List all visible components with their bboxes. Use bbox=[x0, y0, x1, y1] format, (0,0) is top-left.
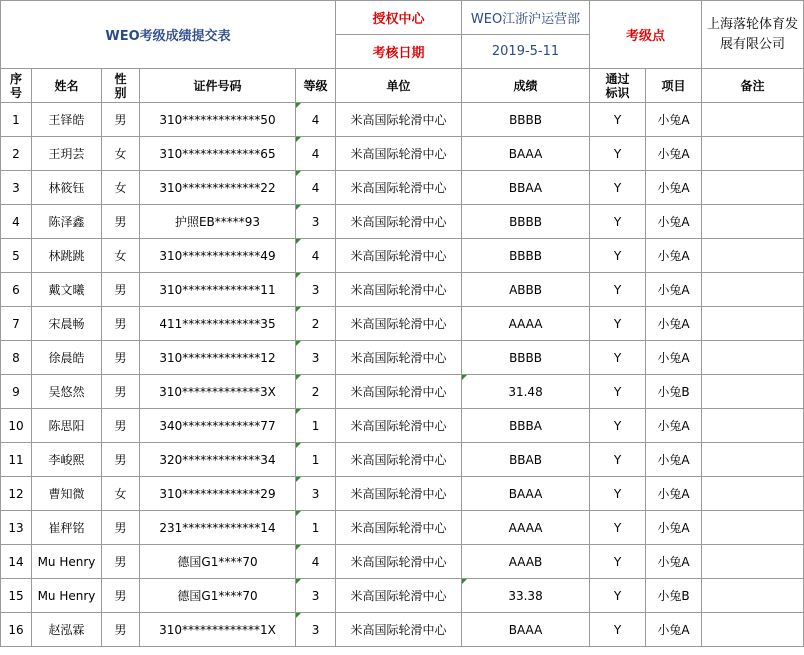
cell-remark[interactable] bbox=[702, 205, 804, 239]
cell-score[interactable]: BBBB bbox=[462, 205, 590, 239]
cell-project[interactable]: 小兔A bbox=[646, 477, 702, 511]
cell-project[interactable]: 小兔A bbox=[646, 613, 702, 647]
cell-score[interactable]: ABBB bbox=[462, 273, 590, 307]
cell-name[interactable]: Mu Henry bbox=[32, 579, 102, 613]
cell-unit[interactable]: 米高国际轮滑中心 bbox=[336, 239, 462, 273]
cell-gender[interactable]: 男 bbox=[102, 103, 140, 137]
cell-remark[interactable] bbox=[702, 579, 804, 613]
cell-remark[interactable] bbox=[702, 307, 804, 341]
cell-id[interactable]: 310*************50 bbox=[140, 103, 296, 137]
cell-seq[interactable]: 10 bbox=[1, 409, 32, 443]
cell-level[interactable]: 4 bbox=[296, 545, 336, 579]
sheet-title[interactable]: WEO考级成绩提交表 bbox=[1, 1, 336, 69]
cell-remark[interactable] bbox=[702, 443, 804, 477]
cell-remark[interactable] bbox=[702, 103, 804, 137]
cell-project[interactable]: 小兔A bbox=[646, 545, 702, 579]
cell-remark[interactable] bbox=[702, 613, 804, 647]
cell-level[interactable]: 4 bbox=[296, 103, 336, 137]
cell-name[interactable]: 戴文曦 bbox=[32, 273, 102, 307]
cell-remark[interactable] bbox=[702, 409, 804, 443]
exam-date-value[interactable]: 2019-5-11 bbox=[462, 35, 590, 69]
cell-unit[interactable]: 米高国际轮滑中心 bbox=[336, 273, 462, 307]
cell-score[interactable]: 31.48 bbox=[462, 375, 590, 409]
cell-remark[interactable] bbox=[702, 341, 804, 375]
cell-project[interactable]: 小兔A bbox=[646, 205, 702, 239]
cell-level[interactable]: 1 bbox=[296, 409, 336, 443]
cell-remark[interactable] bbox=[702, 171, 804, 205]
cell-passed[interactable]: Y bbox=[590, 341, 646, 375]
cell-project[interactable]: 小兔A bbox=[646, 511, 702, 545]
cell-level[interactable]: 4 bbox=[296, 137, 336, 171]
cell-level[interactable]: 3 bbox=[296, 341, 336, 375]
table-row bbox=[1, 579, 804, 613]
cell-name[interactable]: 王玥芸 bbox=[32, 137, 102, 171]
cell-name[interactable]: 崔秤铭 bbox=[32, 511, 102, 545]
cell-unit[interactable]: 米高国际轮滑中心 bbox=[336, 579, 462, 613]
cell-name[interactable]: 吴悠然 bbox=[32, 375, 102, 409]
cell-passed[interactable]: Y bbox=[590, 103, 646, 137]
cell-passed[interactable]: Y bbox=[590, 511, 646, 545]
cell-project[interactable]: 小兔B bbox=[646, 579, 702, 613]
cell-passed[interactable]: Y bbox=[590, 239, 646, 273]
table-row bbox=[1, 443, 804, 477]
exam-site-label[interactable]: 考级点 bbox=[590, 1, 702, 69]
cell-unit[interactable]: 米高国际轮滑中心 bbox=[336, 307, 462, 341]
exam-site-value[interactable]: 上海落轮体育发展有限公司 bbox=[702, 1, 804, 69]
col-header-score[interactable]: 成绩 bbox=[462, 69, 590, 103]
col-header-remark[interactable]: 备注 bbox=[702, 69, 804, 103]
cell-project[interactable]: 小兔A bbox=[646, 137, 702, 171]
cell-level[interactable]: 3 bbox=[296, 579, 336, 613]
cell-gender[interactable]: 男 bbox=[102, 443, 140, 477]
cell-score[interactable]: AAAB bbox=[462, 545, 590, 579]
cell-name[interactable]: Mu Henry bbox=[32, 545, 102, 579]
cell-passed[interactable]: Y bbox=[590, 613, 646, 647]
cell-unit[interactable]: 米高国际轮滑中心 bbox=[336, 409, 462, 443]
cell-remark[interactable] bbox=[702, 273, 804, 307]
table-row bbox=[1, 375, 804, 409]
cell-gender[interactable]: 女 bbox=[102, 477, 140, 511]
cell-level[interactable]: 1 bbox=[296, 443, 336, 477]
cell-remark[interactable] bbox=[702, 511, 804, 545]
cell-seq[interactable]: 7 bbox=[1, 307, 32, 341]
cell-level[interactable]: 2 bbox=[296, 375, 336, 409]
col-header-unit[interactable]: 单位 bbox=[336, 69, 462, 103]
cell-project[interactable]: 小兔A bbox=[646, 341, 702, 375]
cell-name[interactable]: 宋晨畅 bbox=[32, 307, 102, 341]
cell-seq[interactable]: 2 bbox=[1, 137, 32, 171]
table-row bbox=[1, 273, 804, 307]
auth-center-label[interactable]: 授权中心 bbox=[336, 1, 462, 35]
table-row bbox=[1, 613, 804, 647]
cell-gender[interactable]: 男 bbox=[102, 341, 140, 375]
cell-project[interactable]: 小兔A bbox=[646, 239, 702, 273]
cell-seq[interactable]: 5 bbox=[1, 239, 32, 273]
cell-gender[interactable]: 男 bbox=[102, 375, 140, 409]
cell-id[interactable]: 320*************34 bbox=[140, 443, 296, 477]
cell-passed[interactable]: Y bbox=[590, 579, 646, 613]
cell-name[interactable]: 徐晨皓 bbox=[32, 341, 102, 375]
col-header-id[interactable]: 证件号码 bbox=[140, 69, 296, 103]
table-row bbox=[1, 239, 804, 273]
cell-passed[interactable]: Y bbox=[590, 443, 646, 477]
cell-project[interactable]: 小兔A bbox=[646, 273, 702, 307]
cell-project[interactable]: 小兔A bbox=[646, 443, 702, 477]
cell-seq[interactable]: 12 bbox=[1, 477, 32, 511]
cell-gender[interactable]: 男 bbox=[102, 205, 140, 239]
cell-name[interactable]: 林跳跳 bbox=[32, 239, 102, 273]
cell-gender[interactable]: 男 bbox=[102, 409, 140, 443]
col-header-gender[interactable]: 性 别 bbox=[102, 69, 140, 103]
cell-seq[interactable]: 13 bbox=[1, 511, 32, 545]
col-header-seq[interactable]: 序 号 bbox=[1, 69, 32, 103]
cell-score[interactable]: 33.38 bbox=[462, 579, 590, 613]
table-row bbox=[1, 545, 804, 579]
cell-unit[interactable]: 米高国际轮滑中心 bbox=[336, 137, 462, 171]
cell-score[interactable]: BAAA bbox=[462, 613, 590, 647]
cell-id[interactable]: 310*************12 bbox=[140, 341, 296, 375]
cell-unit[interactable]: 米高国际轮滑中心 bbox=[336, 443, 462, 477]
cell-remark[interactable] bbox=[702, 545, 804, 579]
column-header-row bbox=[1, 69, 804, 103]
cell-remark[interactable] bbox=[702, 239, 804, 273]
table-row bbox=[1, 103, 804, 137]
cell-project[interactable]: 小兔A bbox=[646, 307, 702, 341]
table-row bbox=[1, 171, 804, 205]
cell-id[interactable]: 310*************11 bbox=[140, 273, 296, 307]
cell-name[interactable]: 林筱钰 bbox=[32, 171, 102, 205]
cell-name[interactable]: 王铎皓 bbox=[32, 103, 102, 137]
cell-level[interactable]: 4 bbox=[296, 239, 336, 273]
cell-seq[interactable]: 3 bbox=[1, 171, 32, 205]
cell-remark[interactable] bbox=[702, 477, 804, 511]
cell-level[interactable]: 4 bbox=[296, 171, 336, 205]
cell-unit[interactable]: 米高国际轮滑中心 bbox=[336, 103, 462, 137]
cell-seq[interactable]: 4 bbox=[1, 205, 32, 239]
cell-gender[interactable]: 女 bbox=[102, 137, 140, 171]
table-row bbox=[1, 137, 804, 171]
cell-unit[interactable]: 米高国际轮滑中心 bbox=[336, 171, 462, 205]
cell-project[interactable]: 小兔A bbox=[646, 103, 702, 137]
cell-name[interactable]: 赵泓霖 bbox=[32, 613, 102, 647]
cell-seq[interactable]: 8 bbox=[1, 341, 32, 375]
cell-gender[interactable]: 女 bbox=[102, 239, 140, 273]
cell-seq[interactable]: 1 bbox=[1, 103, 32, 137]
cell-remark[interactable] bbox=[702, 137, 804, 171]
cell-passed[interactable]: Y bbox=[590, 273, 646, 307]
cell-id[interactable]: 310*************1X bbox=[140, 613, 296, 647]
cell-gender[interactable]: 男 bbox=[102, 545, 140, 579]
cell-level[interactable]: 2 bbox=[296, 307, 336, 341]
cell-project[interactable]: 小兔B bbox=[646, 375, 702, 409]
cell-gender[interactable]: 男 bbox=[102, 307, 140, 341]
cell-score[interactable]: BAAA bbox=[462, 137, 590, 171]
cell-score[interactable]: BBAA bbox=[462, 171, 590, 205]
cell-id[interactable]: 德国G1****70 bbox=[140, 579, 296, 613]
cell-score[interactable]: BBBB bbox=[462, 103, 590, 137]
cell-name[interactable]: 陈泽鑫 bbox=[32, 205, 102, 239]
cell-level[interactable]: 3 bbox=[296, 205, 336, 239]
cell-name[interactable]: 陈思阳 bbox=[32, 409, 102, 443]
cell-seq[interactable]: 14 bbox=[1, 545, 32, 579]
cell-passed[interactable]: Y bbox=[590, 307, 646, 341]
cell-level[interactable]: 1 bbox=[296, 511, 336, 545]
cell-name[interactable]: 曹知微 bbox=[32, 477, 102, 511]
cell-unit[interactable]: 米高国际轮滑中心 bbox=[336, 545, 462, 579]
cell-gender[interactable]: 男 bbox=[102, 511, 140, 545]
cell-id[interactable]: 411*************35 bbox=[140, 307, 296, 341]
cell-id[interactable]: 护照EB*****93 bbox=[140, 205, 296, 239]
cell-project[interactable]: 小兔A bbox=[646, 171, 702, 205]
table-row bbox=[1, 477, 804, 511]
cell-name[interactable]: 李峻熙 bbox=[32, 443, 102, 477]
cell-unit[interactable]: 米高国际轮滑中心 bbox=[336, 477, 462, 511]
cell-remark[interactable] bbox=[702, 375, 804, 409]
table-row bbox=[1, 409, 804, 443]
cell-unit[interactable]: 米高国际轮滑中心 bbox=[336, 613, 462, 647]
cell-score[interactable]: BBBB bbox=[462, 239, 590, 273]
cell-score[interactable]: BAAA bbox=[462, 477, 590, 511]
exam-date-label[interactable]: 考核日期 bbox=[336, 35, 462, 69]
cell-id[interactable]: 310*************3X bbox=[140, 375, 296, 409]
cell-seq[interactable]: 16 bbox=[1, 613, 32, 647]
col-header-project[interactable]: 项目 bbox=[646, 69, 702, 103]
cell-score[interactable]: AAAA bbox=[462, 307, 590, 341]
cell-unit[interactable]: 米高国际轮滑中心 bbox=[336, 341, 462, 375]
cell-unit[interactable]: 米高国际轮滑中心 bbox=[336, 375, 462, 409]
cell-gender[interactable]: 女 bbox=[102, 171, 140, 205]
cell-passed[interactable]: Y bbox=[590, 137, 646, 171]
cell-level[interactable]: 3 bbox=[296, 273, 336, 307]
table-row bbox=[1, 341, 804, 375]
cell-seq[interactable]: 6 bbox=[1, 273, 32, 307]
cell-passed[interactable]: Y bbox=[590, 545, 646, 579]
cell-seq[interactable]: 11 bbox=[1, 443, 32, 477]
cell-seq[interactable]: 9 bbox=[1, 375, 32, 409]
cell-seq[interactable]: 15 bbox=[1, 579, 32, 613]
cell-id[interactable]: 310*************22 bbox=[140, 171, 296, 205]
cell-passed[interactable]: Y bbox=[590, 171, 646, 205]
cell-level[interactable]: 3 bbox=[296, 477, 336, 511]
cell-gender[interactable]: 男 bbox=[102, 273, 140, 307]
cell-id[interactable]: 310*************65 bbox=[140, 137, 296, 171]
cell-score[interactable]: BBBB bbox=[462, 341, 590, 375]
cell-id[interactable]: 310*************29 bbox=[140, 477, 296, 511]
table-row bbox=[1, 511, 804, 545]
table-row bbox=[1, 205, 804, 239]
cell-id[interactable]: 310*************49 bbox=[140, 239, 296, 273]
cell-passed[interactable]: Y bbox=[590, 205, 646, 239]
cell-gender[interactable]: 男 bbox=[102, 579, 140, 613]
cell-unit[interactable]: 米高国际轮滑中心 bbox=[336, 205, 462, 239]
auth-center-value[interactable]: WEO江浙沪运营部 bbox=[462, 1, 590, 35]
cell-passed[interactable]: Y bbox=[590, 409, 646, 443]
col-header-level[interactable]: 等级 bbox=[296, 69, 336, 103]
table-row bbox=[1, 307, 804, 341]
col-header-passed[interactable]: 通过 标识 bbox=[590, 69, 646, 103]
col-header-name[interactable]: 姓名 bbox=[32, 69, 102, 103]
cell-score[interactable]: BBAB bbox=[462, 443, 590, 477]
cell-id[interactable]: 德国G1****70 bbox=[140, 545, 296, 579]
cell-id[interactable]: 231*************14 bbox=[140, 511, 296, 545]
cell-project[interactable]: 小兔A bbox=[646, 409, 702, 443]
cell-passed[interactable]: Y bbox=[590, 375, 646, 409]
cell-score[interactable]: BBBA bbox=[462, 409, 590, 443]
cell-gender[interactable]: 男 bbox=[102, 613, 140, 647]
cell-level[interactable]: 3 bbox=[296, 613, 336, 647]
cell-score[interactable]: AAAA bbox=[462, 511, 590, 545]
cell-id[interactable]: 340*************77 bbox=[140, 409, 296, 443]
cell-passed[interactable]: Y bbox=[590, 477, 646, 511]
cell-unit[interactable]: 米高国际轮滑中心 bbox=[336, 511, 462, 545]
